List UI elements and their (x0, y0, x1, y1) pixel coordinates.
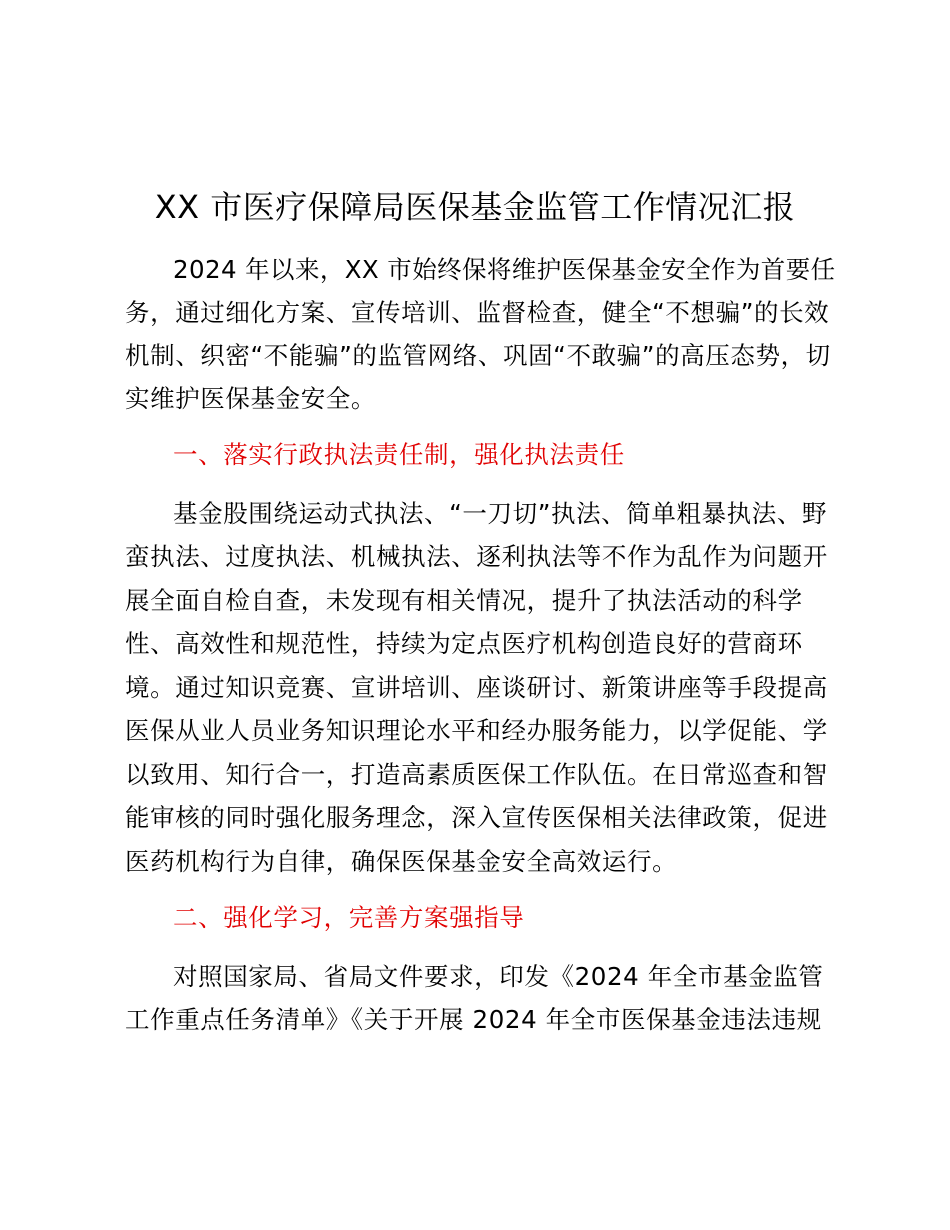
section1-line: 境。通过知识竞赛、宣讲培训、座谈研讨、新策讲座等手段提高 (125, 673, 828, 702)
section1-line: 基金股围绕运动式执法、“一刀切”执法、简单粗暴执法、野 (173, 499, 828, 528)
section-heading-2: 二、强化学习，完善方案强指导 (173, 903, 525, 932)
intro-line: 实维护医保基金安全。 (125, 384, 376, 413)
section-heading-1: 一、落实行政执法责任制，强化执法责任 (173, 440, 625, 469)
section2-line: 工作重点任务清单》《关于开展 2024 年全市医保基金违法违规 (125, 1005, 822, 1034)
section1-line: 性、高效性和规范性，持续为定点医疗机构创造良好的营商环 (125, 629, 803, 658)
section1-line: 蛮执法、过度执法、机械执法、逐利执法等不作为乱作为问题开 (125, 542, 828, 571)
section1-line: 医保从业人员业务知识理论水平和经办服务能力，以学促能、学 (125, 716, 828, 745)
section1-line: 展全面自检自查，未发现有相关情况，提升了执法活动的科学 (125, 586, 803, 615)
section1-line: 以致用、知行合一，打造高素质医保工作队伍。在日常巡查和智 (125, 760, 828, 789)
intro-line: 机制、织密“不能骗”的监管网络、巩固“不敢骗”的高压态势，切 (125, 341, 831, 370)
section1-line: 能审核的同时强化服务理念，深入宣传医保相关法律政策，促进 (125, 803, 828, 832)
intro-line: 2024 年以来，XX 市始终保将维护医保基金安全作为首要任 (173, 255, 836, 284)
section2-line: 对照国家局、省局文件要求，印发《2024 年全市基金监管 (173, 962, 824, 991)
intro-line: 务，通过细化方案、宣传培训、监督检查，健全“不想骗”的长效 (125, 298, 830, 327)
section1-line: 医药机构行为自律，确保医保基金安全高效运行。 (125, 847, 678, 876)
document-title: XX 市医疗保障局医保基金监管工作情况汇报 (154, 188, 796, 226)
